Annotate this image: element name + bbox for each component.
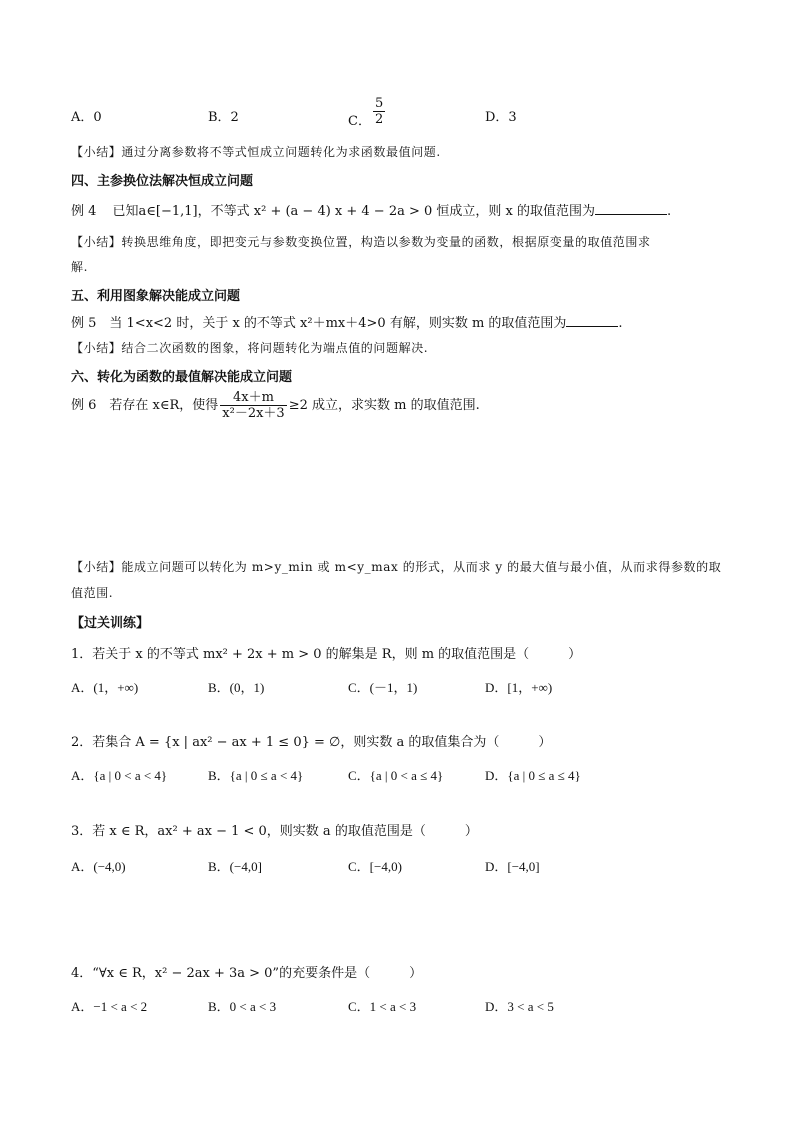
section-heading-4: 四、主参换位法解决恒成立问题 [71, 174, 254, 189]
answer-blank [566, 314, 618, 327]
option-d: D．3 [485, 110, 517, 125]
question-4-option-a: A．−1 < a < 2 [71, 999, 148, 1014]
section-heading-5: 五、利用图象解决能成立问题 [71, 289, 241, 304]
example-4-label: 例 4 [71, 204, 97, 219]
summary-4-line-1: 【小结】能成立问题可以转化为 m>y_min 或 m<y_max 的形式，从而求 y 的最大值与最小值，从而求得参数的取 [71, 560, 722, 574]
summary-3: 【小结】结合二次函数的图象，将问题转化为端点值的问题解决. [71, 341, 429, 355]
question-2-option-d: D．{a | 0 ≤ a ≤ 4} [485, 768, 581, 783]
option-a: A．0 [71, 110, 102, 125]
question-1-option-d: D．[1，+∞) [485, 680, 553, 695]
question-1-stem: 1．若关于 x 的不等式 mx² + 2x + m > 0 的解集是 R，则 m 的取值范围是（ ） [71, 647, 582, 662]
example-4-text: 已知a∈[−1,1]，不等式 x² + (a − 4) x + 4 − 2a > 0 恒成立，则 x 的取值范围为 [112, 204, 596, 219]
question-3-stem: 3．若 x ∈ R，ax² + ax − 1 < 0，则实数 a 的取值范围是（ ） [71, 824, 478, 839]
summary-2-line-1: 【小结】转换思维角度，即把变元与参数变换位置，构造以参数为变量的函数，根据原变量的取值范围求 [71, 235, 651, 249]
example-4-end: . [667, 204, 672, 219]
example-4 [71, 200, 671, 219]
question-3-option-a: A．(−4,0) [71, 859, 126, 874]
option-c [348, 96, 387, 127]
question-2-option-c: C．{a | 0 < a ≤ 4} [348, 768, 444, 783]
example-5-text: 例 5 当 1<x<2 时，关于 x 的不等式 x²＋mx＋4>0 有解，则实数 m 的取值范围为 [71, 316, 567, 331]
section-heading-6: 六、转化为函数的最值解决能成立问题 [71, 370, 293, 385]
summary-1: 【小结】通过分离参数将不等式恒成立问题转化为求函数最值问题. [71, 145, 441, 159]
question-1-option-c: C．(－1，1) [348, 680, 418, 695]
fraction-denominator: 2 [374, 112, 384, 127]
fraction-numerator: 5 [374, 96, 384, 111]
fraction-denominator: x²－2x＋3 [222, 406, 285, 421]
question-4-option-c: C．1 < a < 3 [348, 999, 417, 1014]
question-2-option-a: A．{a | 0 < a < 4} [71, 768, 168, 783]
question-3-option-d: D．[−4,0] [485, 859, 540, 874]
question-2-option-b: B．{a | 0 ≤ a < 4} [208, 768, 304, 783]
question-2-stem: 2．若集合 A = {x | ax² − ax + 1 ≤ 0} = ∅，则实数 a 的取值集合为（ ） [71, 735, 552, 750]
example-6 [71, 390, 480, 421]
question-3-option-b: B．(−4,0] [208, 859, 262, 874]
option-c-fraction [373, 96, 385, 127]
example-6-prefix: 例 6 若存在 x∈R，使得 [71, 398, 219, 413]
fraction-numerator: 4x＋m [233, 390, 274, 405]
question-1-option-b: B．(0，1) [208, 680, 265, 695]
summary-2-line-2: 解. [71, 260, 89, 274]
option-b: B．2 [208, 110, 239, 125]
example-6-suffix: ≥2 成立，求实数 m 的取值范围. [288, 398, 480, 413]
option-c-label: C． [348, 114, 371, 129]
example-5-end: . [618, 316, 623, 331]
example-5 [71, 312, 623, 331]
question-1-option-a: A．(1，+∞) [71, 680, 139, 695]
example-6-fraction [220, 390, 286, 421]
training-heading: 【过关训练】 [71, 616, 150, 631]
question-4-option-d: D．3 < a < 5 [485, 999, 554, 1014]
question-4-option-b: B．0 < a < 3 [208, 999, 277, 1014]
question-3-option-c: C．[−4,0) [348, 859, 402, 874]
answer-blank [595, 202, 667, 215]
question-4-stem: 4．“∀x ∈ R，x² − 2ax + 3a > 0”的充要条件是（ ） [71, 966, 423, 981]
summary-4-line-2: 值范围. [71, 586, 114, 600]
